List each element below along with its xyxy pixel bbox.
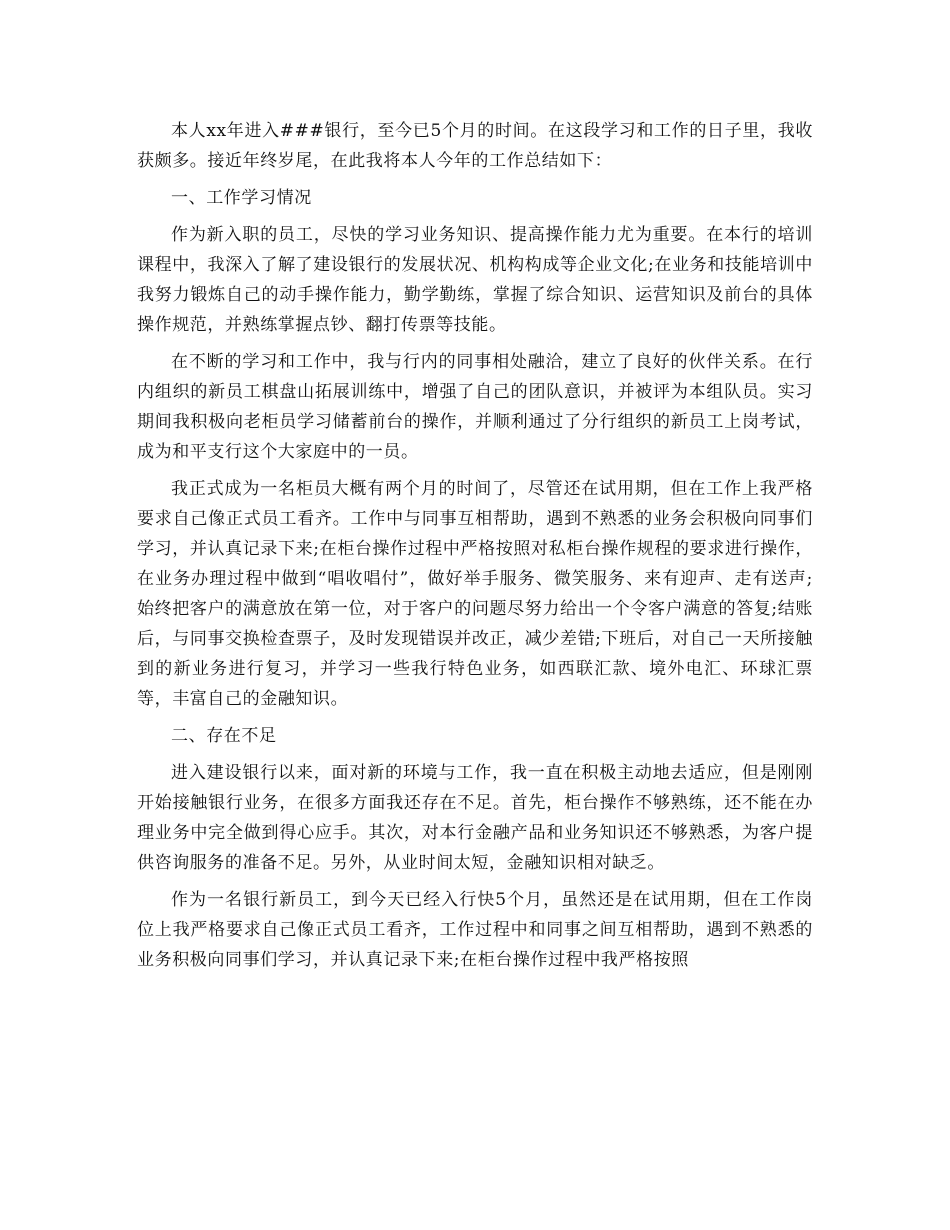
body-paragraph: 作为新入职的员工，尽快的学习业务知识、提高操作能力尤为重要。在本行的培训课程中，我深入了解了建设银行的发展状况、机构构成等企业文化;在业务和技能培训中我努力锻炼自己的动手操作能力，勤学勤练，掌握了综合知识、运营知识及前台的具体操作规范，并熟练掌握点钞、翻打传票等技能。 (137, 225, 813, 335)
body-paragraph: 我正式成为一名柜员大概有两个月的时间了，尽管还在试用期，但在工作上我严格要求自己像正式员工看齐。工作中与同事互相帮助，遇到不熟悉的业务会积极向同事们学习，并认真记录下来;在柜台操作过程中严格按照对私柜台操作规程的要求进行操作，在业务办理过程中做到“唱收唱付”，做好举手服务、微笑服务、来有迎声、走有送声;始终把客户的满意放在第一位，对于客户的问题尽努力给出一个令客户满意的答复;结账后，与同事交换检查票子，及时发现错误并改正，减少差错;下班后，对自己一天所接触到的新业务进行复习，并学习一些我行特色业务，如西联汇款、境外电汇、环球汇票等，丰富自己的金融知识。 (137, 479, 813, 709)
intro-paragraph: 本人xx年进入###银行，至今已5个月的时间。在这段学习和工作的日子里，我收获颇多。接近年终岁尾，在此我将本人今年的工作总结如下： (137, 121, 813, 171)
body-paragraph: 作为一名银行新员工，到今天已经入行快5个月，虽然还是在试用期，但在工作岗位上我严格要求自己像正式员工看齐，工作过程中和同事之间互相帮助，遇到不熟悉的业务积极向同事们学习，并认真记录下来;在柜台操作过程中我严格按照 (137, 890, 813, 970)
body-paragraph: 在不断的学习和工作中，我与行内的同事相处融洽，建立了良好的伙伴关系。在行内组织的新员工棋盘山拓展训练中，增强了自己的团队意识，并被评为本组队员。实习期间我积极向老柜员学习储蓄前台的操作，并顺利通过了分行组织的新员工上岗考试，成为和平支行这个大家庭中的一员。 (137, 352, 813, 462)
section-heading-shortcomings: 二、存在不足 (171, 726, 277, 746)
body-paragraph: 进入建设银行以来，面对新的环境与工作，我一直在积极主动地去适应，但是刚刚开始接触银行业务，在很多方面我还存在不足。首先，柜台操作不够熟练，还不能在办理业务中完全做到得心应手。其次，对本行金融产品和业务知识还不够熟悉，为客户提供咨询服务的准备不足。另外，从业时间太短，金融知识相对缺乏。 (137, 763, 813, 873)
section-heading-work-study: 一、工作学习情况 (171, 188, 312, 208)
document-body (137, 116, 813, 982)
